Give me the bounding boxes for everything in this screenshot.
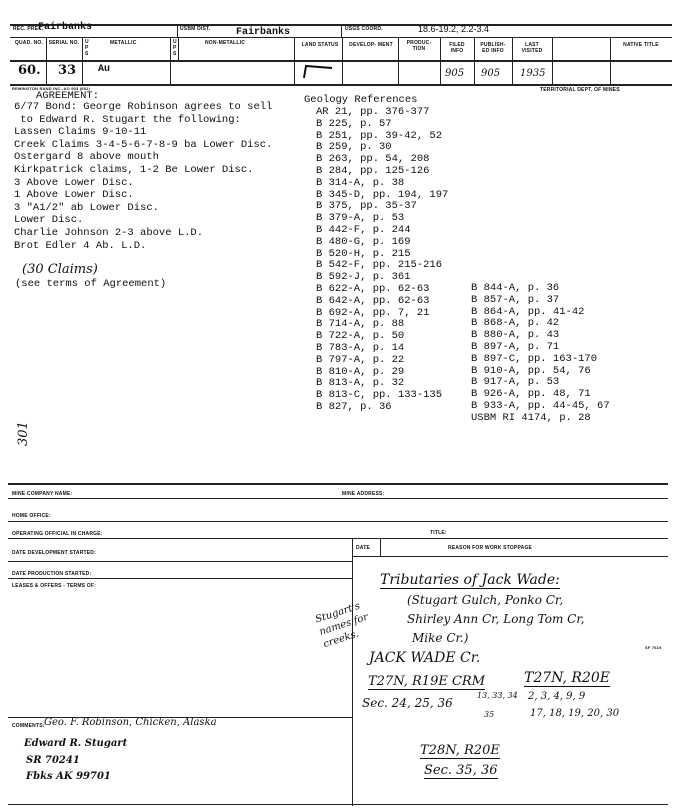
geology-reference: B 592-J, p. 361	[316, 271, 411, 284]
filed-info-label: FILED INFO	[449, 42, 465, 54]
comments-value: Geo. F. Robinson, Chicken, Alaska	[44, 717, 217, 728]
geology-reference: B 897-C, pp. 163-170	[471, 352, 598, 365]
geology-reference: B 480-G, p. 169	[316, 235, 411, 248]
township-t27n-r20e: T27N, R20E	[524, 670, 610, 686]
section-list-2-line-2: 17, 18, 19, 20, 30	[530, 708, 620, 719]
geology-reference: B 897-A, p. 71	[471, 340, 560, 353]
ups-label-1: U P S	[85, 39, 89, 57]
geology-reference: B 868-A, p. 42	[471, 317, 560, 330]
usgs-coord-label: USGS COORD.	[345, 26, 383, 32]
date-label: DATE	[356, 545, 371, 551]
geology-reference: B 880-A, p. 43	[471, 329, 560, 342]
creeks-line-3: Mike Cr.)	[412, 631, 469, 645]
jack-wade-note: JACK WADE Cr.	[369, 650, 481, 666]
agreement-line: to Edward R. Stugart the following:	[14, 113, 241, 126]
native-title-label: NATIVE TITLE	[623, 42, 659, 48]
geology-reference: B 520-H, p. 215	[316, 247, 411, 260]
section-list-1-extra: 13, 33, 34	[477, 691, 518, 700]
geology-reference: B 542-F, pp. 215-216	[316, 259, 443, 272]
last-visited-label: LAST VISITED	[521, 42, 543, 54]
agreement-line: Kirkpatrick claims, 1-2 Be Lower Disc.	[14, 163, 254, 176]
mine-address-label: MINE ADDRESS:	[342, 491, 385, 497]
home-office-label: HOME OFFICE:	[12, 513, 51, 519]
usbm-dist-label: USBM DIST.	[180, 26, 211, 32]
geology-reference: B 442-F, p. 244	[316, 223, 411, 236]
margin-number: 301	[16, 421, 31, 446]
geology-reference: B 926-A, pp. 48, 71	[471, 388, 591, 401]
geology-reference: AR 21, pp. 376-377	[316, 106, 430, 118]
geology-column-1	[316, 107, 448, 414]
geology-reference: B 345-D, pp. 194, 197	[316, 188, 449, 201]
agreement-lines	[14, 101, 272, 252]
claims-note: (30 Claims)	[22, 262, 98, 277]
published-info-label: PUBLISH- ED INFO	[480, 42, 506, 54]
geology-reference: B 917-A, p. 53	[471, 376, 560, 389]
section-list-2-line-1: 2, 3, 4, 9, 9	[528, 691, 586, 702]
geology-reference: B 933-A, pp. 44-45, 67	[471, 399, 610, 412]
geology-reference: B 844-A, p. 36	[471, 282, 560, 294]
agreement-line: 3 "A1/2" ab Lower Disc.	[14, 201, 159, 214]
quad-value: 60.	[18, 63, 41, 78]
printer-note: REMINGTON RAND INC.-AO 903 (802)	[12, 86, 91, 91]
form-number: SF 7619	[645, 645, 662, 650]
terms-note: (see terms of Agreement)	[15, 278, 167, 290]
geology-reference: B 714-A, p. 88	[316, 318, 405, 331]
section-list-1-extra2: 35	[484, 710, 495, 719]
geology-reference: B 783-A, p. 14	[316, 341, 405, 354]
geology-reference: B 827, p. 36	[316, 400, 392, 413]
title-label: TITLE:	[430, 530, 447, 536]
creeks-line-2: Shirley Ann Cr, Long Tom Cr,	[407, 612, 585, 626]
geology-reference: B 810-A, p. 29	[316, 365, 405, 378]
operating-official-label: OPERATING OFFICIAL IN CHARGE:	[12, 531, 103, 537]
land-status-mark	[300, 62, 340, 82]
creeks-line-1: (Stugart Gulch, Ponko Cr,	[407, 593, 564, 607]
geology-reference: B 692-A, pp. 7, 21	[316, 306, 430, 319]
geology-reference: B 225, p. 57	[316, 117, 392, 130]
township-t28n-r20e: T28N, R20E	[420, 743, 500, 758]
rec-prec-label: REC. PREC.	[13, 26, 44, 32]
reason-label: REASON FOR WORK STOPPAGE	[448, 545, 533, 551]
geology-reference: B 284, pp. 125-126	[316, 164, 430, 177]
mine-company-label: MINE COMPANY NAME:	[12, 491, 73, 497]
geology-heading: Geology References	[304, 94, 418, 106]
date-development-label: DATE DEVELOPMENT STARTED:	[12, 550, 96, 556]
agreement-line: Lassen Claims 9-10-11	[14, 126, 147, 139]
section-list-1: Sec. 24, 25, 36	[362, 696, 453, 710]
geology-column-2	[471, 283, 610, 425]
side-note: Stugart's names for creeks.	[314, 600, 370, 651]
agreement-line: Charlie Johnson 2-3 above L.D.	[14, 226, 204, 239]
township-t27n-r19e: T27N, R19E CRM	[368, 674, 486, 689]
geology-reference: B 910-A, pp. 54, 76	[471, 364, 591, 377]
metallic-value: Au	[98, 64, 111, 75]
geology-reference: USBM RI 4174, p. 28	[471, 411, 591, 424]
production-label: PRODUC- TION	[406, 40, 432, 52]
serial-no-label: SERIAL NO.	[48, 40, 80, 46]
section-list-3: Sec. 35, 36	[424, 763, 498, 778]
leases-label: LEASES & OFFERS - TERMS OF:	[12, 583, 97, 589]
geology-reference: B 251, pp. 39-42, 52	[316, 129, 443, 142]
non-metallic-label: NON-METALLIC	[205, 40, 246, 46]
development-label: DEVELOP- MENT	[349, 42, 393, 48]
geology-reference: B 857-A, p. 37	[471, 293, 560, 306]
agreement-line: 3 Above Lower Disc.	[14, 176, 134, 189]
agreement-line: Creek Claims 3-4-5-6-7-8-9 ba Lower Disc.	[14, 138, 273, 151]
geology-reference: B 259, p. 30	[316, 141, 392, 154]
geology-reference: B 797-A, p. 22	[316, 353, 405, 366]
agreement-line: Ostergard 8 above mouth	[14, 151, 159, 164]
published-info-value: 905	[481, 68, 501, 79]
last-visited-value: 1935	[520, 68, 546, 79]
address-line-2: SR 70241	[26, 755, 80, 766]
geology-reference: B 263, pp. 54, 208	[316, 153, 430, 166]
address-line-3: Fbks AK 99701	[26, 771, 111, 782]
quad-no-label: QUAD. NO.	[14, 40, 44, 46]
geology-reference: B 813-A, p. 32	[316, 377, 405, 390]
usgs-coord-value: 18.6-19.2, 2.2-3.4	[418, 24, 490, 34]
geology-reference: B 375, pp. 35-37	[316, 200, 417, 213]
metallic-label: METALLIC	[110, 40, 137, 46]
land-status-label: LAND STATUS	[301, 42, 339, 48]
comments-label: COMMENTS:	[12, 723, 45, 729]
geology-reference: B 722-A, p. 50	[316, 330, 405, 343]
agreement-line: 6/77 Bond: George Robinson agrees to sell	[14, 101, 273, 113]
geology-reference: B 379-A, p. 53	[316, 212, 405, 225]
agreement-line: Brot Edler 4 Ab. L.D.	[14, 239, 147, 252]
geology-reference: B 314-A, p. 38	[316, 176, 405, 189]
usbm-dist-value: Fairbanks	[236, 27, 291, 38]
date-production-label: DATE PRODUCTION STARTED:	[12, 571, 92, 577]
agreement-line: 1 Above Lower Disc.	[14, 189, 134, 202]
tributaries-note: Tributaries of Jack Wade:	[380, 572, 560, 588]
ups-label-2: U P S	[173, 39, 177, 57]
address-line-1: Edward R. Stugart	[24, 738, 128, 749]
rec-prec-value: Fairbanks	[38, 22, 93, 33]
filed-info-value: 905	[445, 68, 465, 79]
agreement-heading: AGREEMENT:	[36, 90, 100, 102]
geology-reference: B 864-A, pp. 41-42	[471, 305, 585, 318]
territorial-note: TERRITORIAL DEPT. OF MINES	[540, 87, 620, 93]
agreement-line: Lower Disc.	[14, 214, 84, 227]
geology-reference: B 813-C, pp. 133-135	[316, 389, 443, 402]
geology-reference: B 642-A, pp. 62-63	[316, 294, 430, 307]
serial-value: 33	[58, 63, 77, 78]
geology-reference: B 622-A, pp. 62-63	[316, 282, 430, 295]
